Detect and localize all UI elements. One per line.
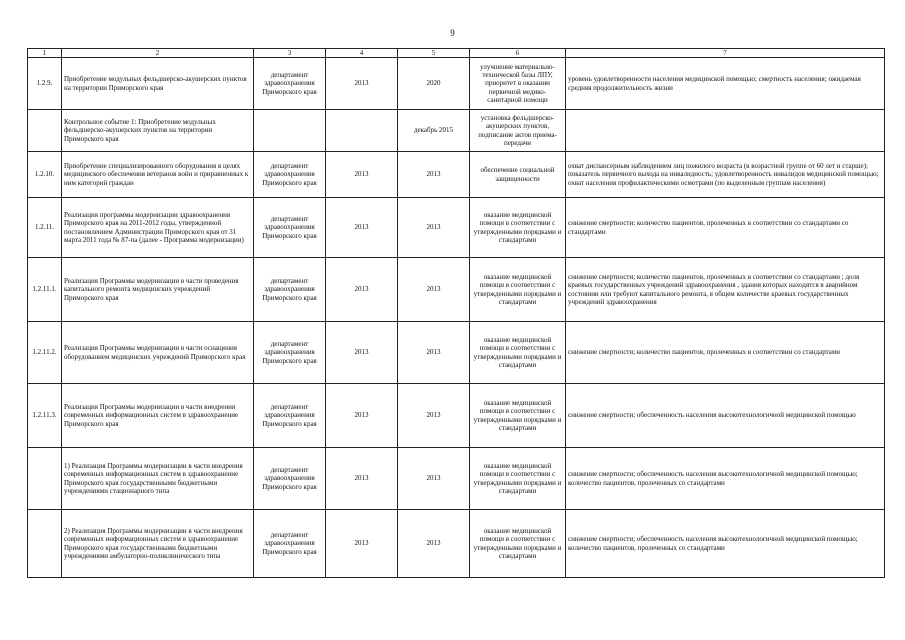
executor: департамент здравоохранения Приморского края (254, 258, 326, 322)
start-year: 2013 (326, 322, 398, 384)
expected-result: установка фельдшерско-акушерских пунктов, подписание актов приема-передачи (470, 110, 566, 152)
column-number: 7 (566, 49, 885, 58)
end-year: 2013 (398, 152, 470, 198)
expected-result: оказание медицинской помощи в соответствии с утвержденными порядками и стандартами (470, 322, 566, 384)
expected-result: оказание медицинской помощи в соответствии с утвержденными порядками и стандартами (470, 198, 566, 258)
table-row (28, 198, 885, 258)
column-number: 6 (470, 49, 566, 58)
indicators: снижение смертности; обеспеченность населения высокотехнологичной медицинской помощью; количество пациентов, пролеченных со стандартами (566, 510, 885, 578)
row-number: 1.2.11. (28, 198, 62, 258)
end-year: 2013 (398, 448, 470, 510)
start-year: 2013 (326, 384, 398, 448)
start-year: 2013 (326, 152, 398, 198)
row-number: 1.2.11.2. (28, 322, 62, 384)
indicators: охват диспансерным наблюдением лиц пожилого возраста (в возрастной группе от 60 лет и старше); показатель первичного выхода на инвалидность; удовлетворенность инвалидов медицинской помощью; охват населения профилактическими осмотрами (по выделенным группам населения) (566, 152, 885, 198)
start-year: 2013 (326, 510, 398, 578)
activity-name: Реализация Программы модернизации в части оснащения оборудованием медицинских учреждений Приморского края (62, 322, 254, 384)
table-row (28, 384, 885, 448)
column-number-row (28, 49, 885, 58)
indicators (566, 110, 885, 152)
executor: департамент здравоохранения Приморского края (254, 510, 326, 578)
column-number: 3 (254, 49, 326, 58)
activity-name: Реализация программы модернизации здравоохранения Приморского края на 2011-2012 годы, утвержденной постановлением Администрации Приморского края от 31 марта 2011 года № 87-па (далее - Программа модернизации) (62, 198, 254, 258)
start-year: 2013 (326, 448, 398, 510)
indicators: уровень удовлетворенности населения медицинской помощью; смертность населения; ожидаемая средняя продолжительность жизни (566, 58, 885, 110)
activity-name: Приобретение модульных фельдшерско-акушерских пунктов на территории Приморского края (62, 58, 254, 110)
activity-name: Реализация Программы модернизации в части внедрения современных информационных систем в здравоохранение Приморского края (62, 384, 254, 448)
expected-result: оказание медицинской помощи в соответствии с утвержденными порядками и стандартами (470, 258, 566, 322)
row-number: 1.2.10. (28, 152, 62, 198)
end-year: 2013 (398, 258, 470, 322)
executor: департамент здравоохранения Приморского края (254, 384, 326, 448)
expected-result: улучшение материально-технической базы ЛПУ, приоритет в оказании первичной медико-санитарной помощи (470, 58, 566, 110)
table-row (28, 152, 885, 198)
end-year: 2013 (398, 322, 470, 384)
start-year: 2013 (326, 198, 398, 258)
indicators: снижение смертности; количество пациентов, пролеченных в соответствии со стандартами ; доля краевых государственных учреждений здравоохранения , здания которых находятся в аварийном состоянии или требуют капитального ремонта, в общем количестве краевых государственных учреждений здравоохранения (566, 258, 885, 322)
program-activities-table (27, 48, 885, 578)
activity-name: 2) Реализация Программы модернизации в части внедрения современных информационных систем в здравоохранение Приморского края государственными бюджетными учреждениями амбулаторно-поликлинического типа (62, 510, 254, 578)
executor: департамент здравоохранения Приморского края (254, 448, 326, 510)
row-number: 1.2.11.1. (28, 258, 62, 322)
indicators: снижение смертности; количество пациентов, пролеченных в соответствии со стандартами (566, 322, 885, 384)
activity-name: Реализация Программы модернизации в части проведения капитального ремонта медицинских учреждений Приморского края (62, 258, 254, 322)
column-number: 4 (326, 49, 398, 58)
executor: департамент здравоохранения Приморского края (254, 198, 326, 258)
end-year: 2013 (398, 198, 470, 258)
row-number: 1.2.11.3. (28, 384, 62, 448)
end-year: 2013 (398, 510, 470, 578)
row-number (28, 510, 62, 578)
table-row (28, 510, 885, 578)
expected-result: оказание медицинской помощи в соответствии с утвержденными порядками и стандартами (470, 384, 566, 448)
indicators: снижение смертности; обеспеченность населения высокотехнологичной медицинской помощью; количество пациентов, пролеченных со стандартами (566, 448, 885, 510)
start-year: 2013 (326, 58, 398, 110)
activity-name: Контрольное событие 1: Приобретение модульных фельдшерско-акушерских пунктов на территории Приморского края (62, 110, 254, 152)
activity-name: 1) Реализация Программы модернизации в части внедрения современных информационных систем в здравоохранение Приморского края государственными бюджетными учреждениями стационарного типа (62, 448, 254, 510)
table-row (28, 322, 885, 384)
column-number: 1 (28, 49, 62, 58)
row-number: 1.2.9. (28, 58, 62, 110)
start-year (326, 110, 398, 152)
end-year: декабрь 2015 (398, 110, 470, 152)
start-year: 2013 (326, 258, 398, 322)
end-year: 2013 (398, 384, 470, 448)
executor: департамент здравоохранения Приморского края (254, 322, 326, 384)
expected-result: оказание медицинской помощи в соответствии с утвержденными порядками и стандартами (470, 448, 566, 510)
expected-result: оказание медицинской помощи в соответствии с утвержденными порядками и стандартами (470, 510, 566, 578)
expected-result: обеспечение социальной защищенности (470, 152, 566, 198)
table-row (28, 448, 885, 510)
column-number: 5 (398, 49, 470, 58)
executor: департамент здравоохранения Приморского края (254, 58, 326, 110)
row-number (28, 448, 62, 510)
executor (254, 110, 326, 152)
row-number (28, 110, 62, 152)
indicators: снижение смертности; количество пациентов, пролеченных в соответствии со стандартами со стандартами (566, 198, 885, 258)
activity-name: Приобретение специализированного оборудования в целях медицинского обеспечения ветеранов войн и приравненных к ним категорий граждан (62, 152, 254, 198)
table-row (28, 110, 885, 152)
indicators: снижение смертности; обеспеченность населения высокотехнологичной медицинской помощью (566, 384, 885, 448)
page-number: 9 (450, 28, 455, 38)
end-year: 2020 (398, 58, 470, 110)
table-row (28, 58, 885, 110)
executor: департамент здравоохранения Приморского края (254, 152, 326, 198)
table-row (28, 258, 885, 322)
column-number: 2 (62, 49, 254, 58)
